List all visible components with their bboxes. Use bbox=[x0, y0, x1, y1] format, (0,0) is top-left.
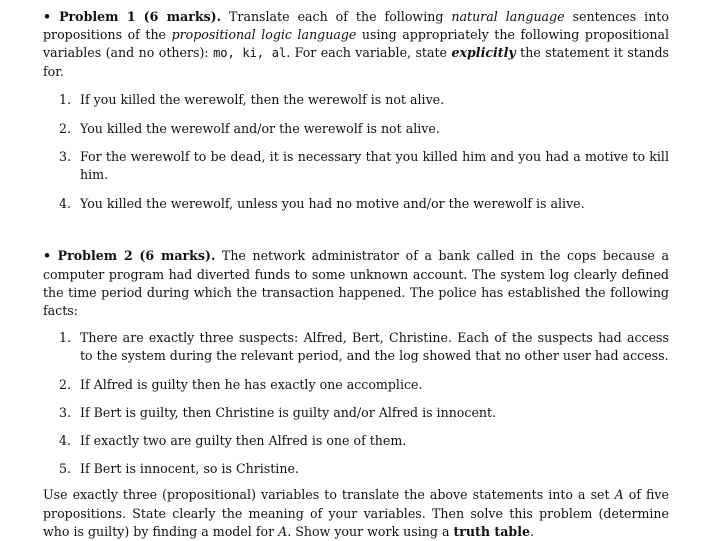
list-item-text: You killed the werewolf, unless you had no motive and/or the werewolf is alive. bbox=[80, 196, 585, 212]
list-item-text: For the werewolf to be dead, it is necessary that you killed him and you had a motive to kill him. bbox=[80, 149, 669, 183]
problem-1-intro-text-1: Translate each of the following bbox=[221, 9, 452, 24]
list-item-text: If Bert is guilty, then Christine is guilty and/or Alfred is innocent. bbox=[80, 404, 497, 420]
list-item bbox=[43, 195, 669, 213]
closing-text-4: . bbox=[530, 523, 535, 539]
list-item-text: There are exactly three suspects: Alfred, Bert, Christine. Each of the suspects had access to the system during the relevant period, and the log showed that no other user had access. bbox=[80, 330, 669, 364]
list-item bbox=[43, 329, 669, 365]
problem-1-intro-text-3: using appropriately the following propositional variables (and no others): bbox=[43, 27, 670, 61]
problem-2-list bbox=[43, 329, 669, 478]
problem-2-intro bbox=[43, 247, 669, 320]
list-item-number: 1. bbox=[59, 330, 72, 346]
problem-2-marks: (6 marks) bbox=[139, 248, 211, 264]
list-item bbox=[43, 460, 669, 478]
list-item bbox=[43, 148, 669, 184]
problem-1-variables: mo, ki, al bbox=[213, 46, 287, 61]
truth-table-term: truth table bbox=[453, 523, 530, 539]
document-page bbox=[43, 8, 669, 541]
problem-1-explicitly: explicitly bbox=[451, 45, 516, 61]
closing-text-1: Use exactly three (propositional) variables to translate the above statements into a set bbox=[43, 487, 615, 503]
problem-1-intro-text-2: sentences into propositions of the bbox=[43, 9, 669, 43]
list-item-text: You killed the werewolf and/or the werewolf is not alive. bbox=[80, 120, 440, 136]
list-item-number: 4. bbox=[59, 432, 72, 448]
problem-2-closing bbox=[43, 486, 669, 541]
list-item-text: If Bert is innocent, so is Christine. bbox=[80, 461, 299, 477]
list-item bbox=[43, 91, 669, 109]
problem-1-intro bbox=[43, 8, 669, 81]
problem-2-intro-text: The network administrator of a bank called in the cops because a computer program had diverted funds to some unknown account. The system log clearly defined the time period during which the transaction happened. The police has established the following facts: bbox=[43, 248, 669, 318]
problem-1-intro-text-5: the statement it stands for. bbox=[43, 45, 669, 79]
problem-1-marks: (6 marks) bbox=[143, 9, 217, 24]
set-name: A bbox=[278, 523, 288, 539]
list-item bbox=[43, 404, 669, 422]
list-item-number: 2. bbox=[59, 376, 72, 392]
problem-1-bullet: • bbox=[43, 9, 52, 24]
problem-1-period: . bbox=[216, 9, 222, 24]
problem-1 bbox=[43, 8, 669, 213]
problem-1-logic-language: propositional logic language bbox=[171, 27, 357, 43]
closing-text-3: . Show your work using a bbox=[287, 523, 454, 539]
list-item-number: 2. bbox=[59, 120, 72, 136]
list-item-number: 3. bbox=[59, 149, 72, 165]
list-item-number: 5. bbox=[59, 461, 72, 477]
problem-1-list bbox=[43, 91, 669, 214]
problem-1-intro-text-4: . For each variable, state bbox=[286, 45, 452, 61]
list-item-text: If you killed the werewolf, then the werewolf is not alive. bbox=[80, 91, 445, 107]
list-item-number: 4. bbox=[59, 196, 72, 212]
list-item-number: 1. bbox=[59, 91, 72, 107]
closing-text-2: of five propositions. State clearly the meaning of your variables. Then solve this problem (determine who is guilty) by finding a model for bbox=[43, 487, 669, 539]
problem-2-title: Problem 2 bbox=[57, 248, 133, 264]
list-item-text: If exactly two are guilty then Alfred is one of them. bbox=[80, 432, 407, 448]
problem-2 bbox=[43, 247, 669, 541]
list-item bbox=[43, 376, 669, 394]
list-item-text: If Alfred is guilty then he has exactly one accomplice. bbox=[80, 376, 423, 392]
problem-1-title: Problem 1 bbox=[59, 9, 136, 24]
problem-2-bullet: • bbox=[43, 248, 52, 264]
list-item-number: 3. bbox=[59, 404, 72, 420]
list-item bbox=[43, 432, 669, 450]
problem-2-period: . bbox=[210, 248, 216, 264]
list-item bbox=[43, 120, 669, 138]
problem-1-natural-language: natural language bbox=[451, 9, 565, 24]
set-name: A bbox=[614, 487, 624, 503]
